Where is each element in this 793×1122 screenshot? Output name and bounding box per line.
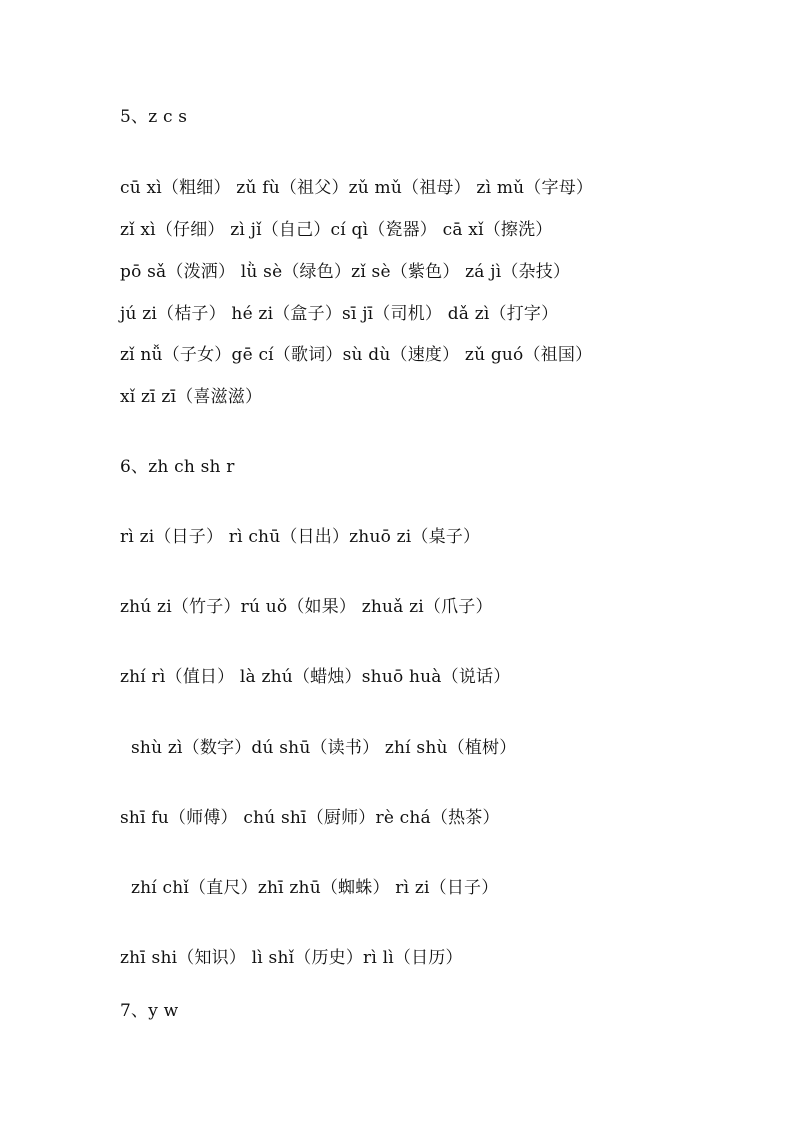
section-heading-5: 5、z c s (120, 107, 188, 127)
pinyin-line: zhí rì（值日） là zhú（蜡烛）shuō huà（说话） (120, 667, 511, 687)
pinyin-line: zhí chǐ（直尺）zhī zhū（蜘蛛） rì zi（日子） (131, 878, 499, 898)
pinyin-line: xǐ zī zī（喜滋滋） (120, 387, 263, 407)
pinyin-line: zǐ xì（仔细） zì jǐ（自己）cí qì（瓷器） cā xǐ（擦洗） (120, 220, 553, 240)
pinyin-line: zǐ nǚ（子女）gē cí（歌词）sù dù（速度） zǔ guó（祖国） (120, 345, 593, 365)
pinyin-line: jú zi（桔子） hé zi（盒子）sī jī（司机） dǎ zì（打字） (120, 304, 559, 324)
pinyin-line: cū xì（粗细） zǔ fù（祖父）zǔ mǔ（祖母） zì mǔ（字母） (120, 178, 594, 198)
pinyin-line: shù zì（数字）dú shū（读书） zhí shù（植树） (131, 738, 517, 758)
pinyin-line: zhú zi（竹子）rú uǒ（如果） zhuǎ zi（爪子） (120, 597, 493, 617)
pinyin-line: pō sǎ（泼洒） lǜ sè（绿色）zǐ sè（紫色） zá jì（杂技） (120, 262, 571, 282)
section-heading-6: 6、zh ch sh r (120, 457, 235, 477)
pinyin-line: rì zi（日子） rì chū（日出）zhuō zi（桌子） (120, 527, 481, 547)
pinyin-line: zhī shi（知识） lì shǐ（历史）rì lì（日历） (120, 948, 463, 968)
pinyin-line: shī fu（师傅） chú shī（厨师）rè chá（热茶） (120, 808, 500, 828)
section-heading-7: 7、y w (120, 1001, 179, 1021)
